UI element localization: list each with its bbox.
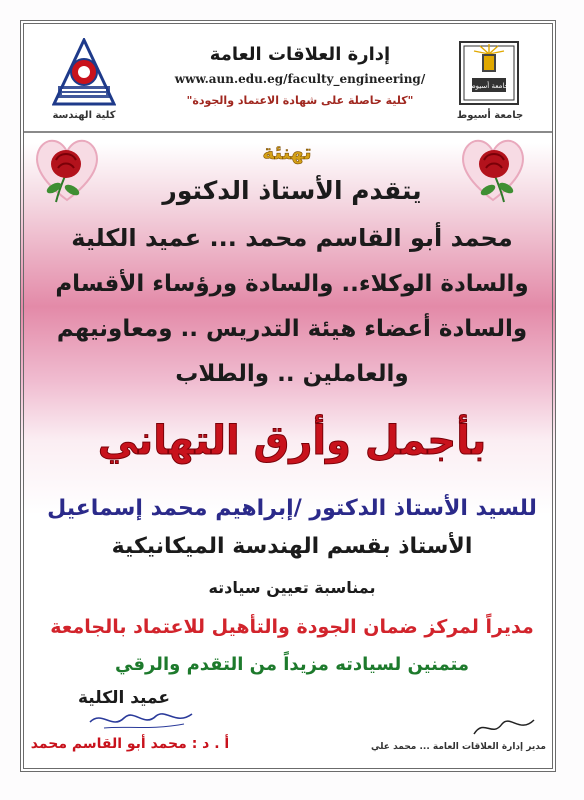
wishes-line: متمنين لسيادته مزيداً من التقدم والرقي	[114, 654, 470, 675]
honoree-name: للسيد الأستاذ الدكتور /إبراهيم محمد إسماعيل	[47, 496, 537, 521]
director-label: مدير إدارة العلاقات العامة ... محمد علي	[371, 742, 546, 752]
occasion-line: بمناسبة تعيين سيادته	[208, 578, 376, 597]
left-logo-caption: كلية الهندسة	[52, 110, 116, 121]
director-signature	[470, 708, 540, 744]
body-line-1: يتقدم الأستاذ الدكتور	[162, 176, 422, 205]
body-line-2: محمد أبو القاسم محمد ... عميد الكلية	[71, 224, 513, 252]
body-line-4: والسادة أعضاء هيئة التدريس .. ومعاونيهم	[56, 316, 528, 342]
right-logo-caption: جامعة أسيوط	[456, 110, 524, 121]
accreditation-note: "كلية حاصلة على شهادة الاعتماد والجودة"	[186, 94, 414, 107]
congratulations-label: تهنئة	[262, 140, 312, 164]
dean-name: أ . د : محمد أبو القاسم محمد	[30, 736, 230, 752]
appointment-line: مديراً لمركز ضمان الجودة والتأهيل للاعتماد بالجامعة	[50, 616, 534, 638]
greeting-heading: بأجمل وأرق التهاني	[97, 418, 487, 464]
body-line-3: والسادة الوكلاء.. والسادة ورؤساء الأقسام	[55, 271, 529, 297]
faculty-engineering-logo	[52, 38, 116, 108]
honoree-position: الأستاذ بقسم الهندسة الميكانيكية	[111, 534, 473, 559]
department-title: إدارة العلاقات العامة	[209, 44, 391, 65]
dean-signature	[84, 700, 204, 736]
assiut-university-logo	[458, 40, 520, 106]
dean-title: عميد الكلية	[78, 688, 170, 708]
body-line-5: والعاملين .. والطلاب	[175, 361, 409, 387]
faculty-url: www.aun.edu.eg/faculty_engineering/	[174, 72, 426, 86]
right-logo-text: جامعة أسيوط	[469, 82, 509, 90]
